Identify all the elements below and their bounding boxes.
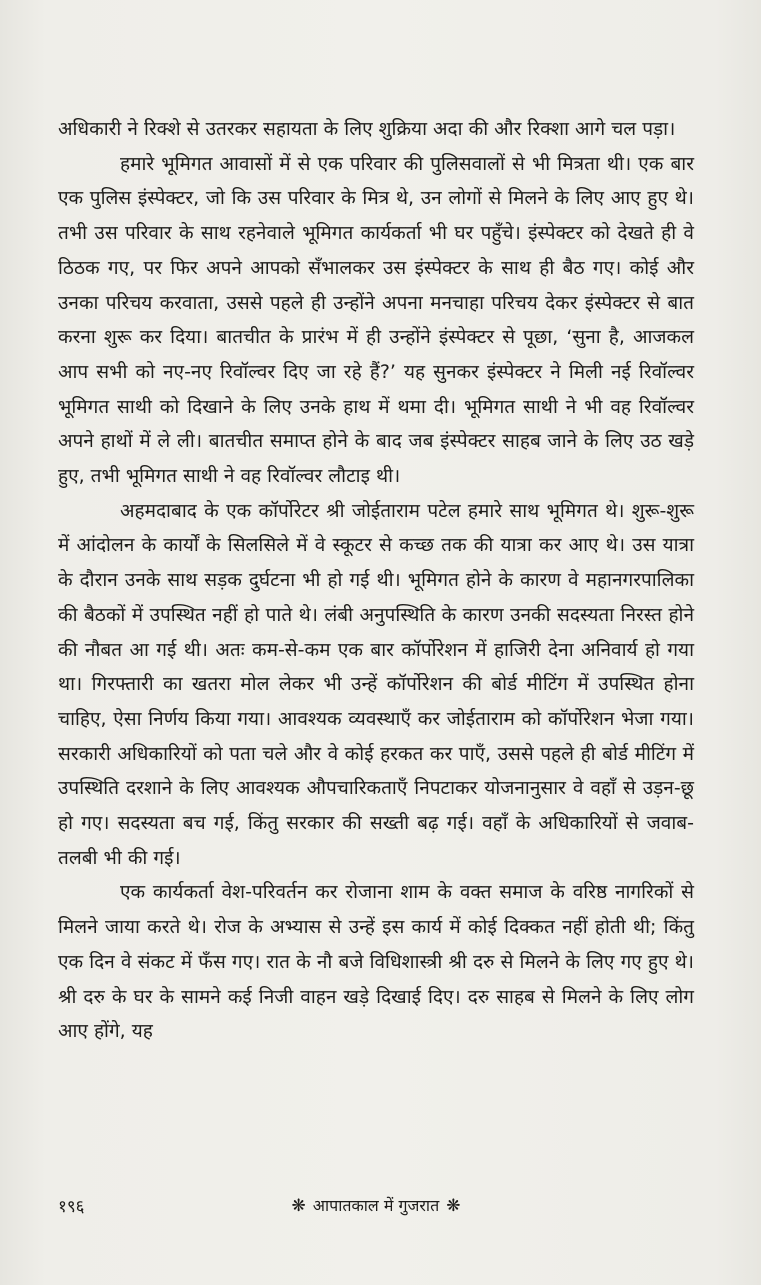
body-text — [58, 112, 694, 1049]
page-number: १९६ — [58, 1197, 85, 1217]
running-title — [58, 1194, 694, 1216]
running-title-text: आपातकाल में गुजरात — [312, 1196, 440, 1215]
paragraph-3: अहमदाबाद के एक कॉर्पोरेटर श्री जोईताराम पटेल हमारे साथ भूमिगत थे। शुरू-शुरू में आंदोलन के कार्यों के सिलसिले में वे स्कूटर से कच्छ तक की यात्रा कर आए थे। उस यात्रा के दौरान उनके साथ सड़क दुर्घटना भी हो गई थी। भूमिगत होने के कारण वे महानगरपालिका की बैठकों में उपस्थित नहीं हो पाते थे। लंबी अनुपस्थिति के कारण उनकी सदस्यता निरस्त होने की नौबत आ गई थी। अतः कम-से-कम एक बार कॉर्पोरेशन में हाजिरी देना अनिवार्य हो गया था। गिरफ्तारी का खतरा मोल लेकर भी उन्हें कॉर्पोरेशन की बोर्ड मीटिंग में उपस्थित होना चाहिए, ऐसा निर्णय किया गया। आवश्यक व्यवस्थाएँ कर जोईताराम को कॉर्पोरेशन भेजा गया। सरकारी अधिकारियों को पता चले और वे कोई हरकत कर पाएँ, उससे पहले ही बोर्ड मीटिंग में उपस्थिति दरशाने के लिए आवश्यक औपचारिकताएँ निपटाकर योजनानुसार वे वहाँ से उड़न-छू हो गए। सदस्यता बच गई, किंतु सरकार की सख्ती बढ़ गई। वहाँ के अधिकारियों से जवाब-तलबी भी की गई। — [58, 499, 694, 869]
asterism-left-icon: ❋ — [291, 1196, 306, 1216]
paragraph-2: हमारे भूमिगत आवासों में से एक परिवार की पुलिसवालों से भी मित्रता थी। एक बार एक पुलिस इंस्पेक्टर, जो कि उस परिवार के मित्र थे, उन लोगों से मिलने के लिए आए हुए थे। तभी उस परिवार के साथ रहनेवाले भूमिगत कार्यकर्ता भी घर पहुँचे। इंस्पेक्टर को देखते ही वे ठिठक गए, पर फिर अपने आपको सँभालकर उस इंस्पेक्टर के साथ ही बैठ गए। कोई और उनका परिचय करवाता, उससे पहले ही उन्होंने अपना मनचाहा परिचय देकर इंस्पेक्टर से बात करना शुरू कर दिया। बातचीत के प्रारंभ में ही उन्होंने इंस्पेक्टर से पूछा, ‘सुना है, आजकल आप सभी को नए-नए रिवॉल्वर दिए जा रहे हैं?’ यह सुनकर इंस्पेक्टर ने मिली नई रिवॉल्वर भूमिगत साथी को दिखाने के लिए उनके हाथ में थमा दी। भूमिगत साथी ने भी वह रिवॉल्वर अपने हाथों में ले ली। बातचीत समाप्त होने के बाद जब इंस्पेक्टर साहब जाने के लिए उठ खड़े हुए, तभी भूमिगत साथी ने वह रिवॉल्वर लौटाइ थी। — [58, 152, 694, 488]
paragraph-4: एक कार्यकर्ता वेश-परिवर्तन कर रोजाना शाम के वक्त समाज के वरिष्ठ नागरिकों से मिलने जाया करते थे। रोज के अभ्यास से उन्हें इस कार्य में कोई दिक्कत नहीं होती थी; किंतु एक दिन वे संकट में फँस गए। रात के नौ बजे विधिशास्त्री श्री दरु से मिलने के लिए गए हुए थे। श्री दरु के घर के सामने कई निजी वाहन खड़े दिखाई दिए। दरु साहब से मिलने के लिए लोग आए होंगे, यह — [58, 881, 694, 1043]
page-footer — [58, 1190, 694, 1220]
paragraph-1: अधिकारी ने रिक्शे से उतरकर सहायता के लिए शुक्रिया अदा की और रिक्शा आगे चल पड़ा। — [58, 118, 676, 140]
asterism-right-icon: ❋ — [446, 1196, 461, 1216]
